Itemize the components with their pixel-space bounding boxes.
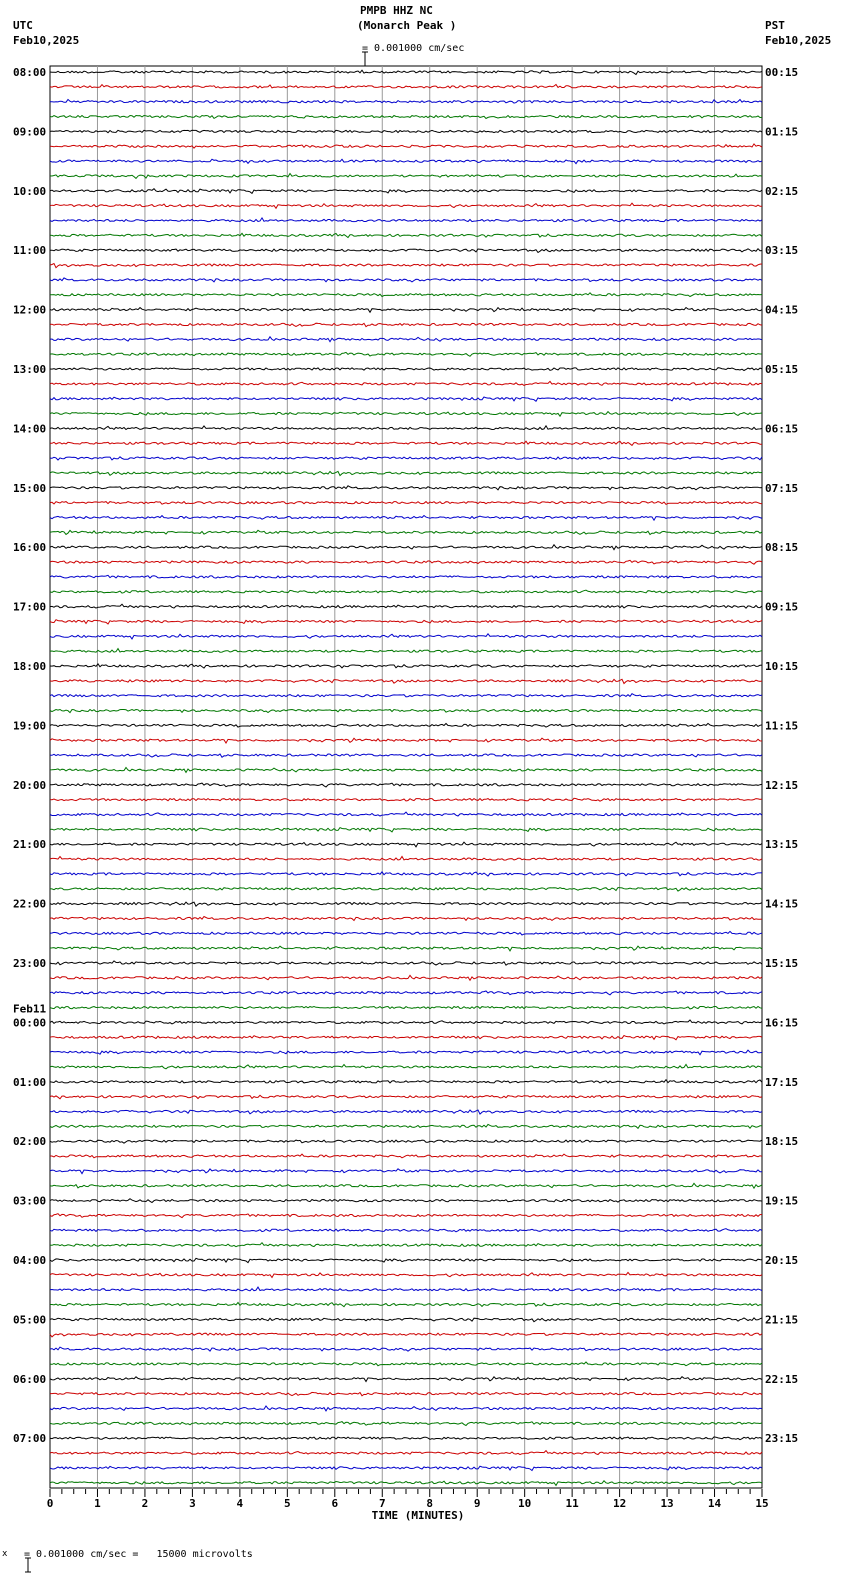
trace-line [50,516,762,521]
footer-marker-icon: x [2,1549,8,1559]
trace-line [50,1333,762,1337]
left-hour-label: 13:00 [13,363,47,376]
right-hour-label: 07:15 [765,481,799,495]
x-tick-label: 1 [94,1497,101,1510]
trace-line [50,1287,762,1291]
trace-line [50,1214,762,1218]
right-hour-label: 19:15 [765,1194,799,1208]
right-hour-label: 14:15 [765,897,799,911]
right-hour-label: 11:15 [765,719,799,733]
right-hour-label: 16:15 [765,1016,799,1030]
trace-line [50,159,762,164]
right-hour-label: 15:15 [765,957,799,970]
trace-line [50,337,762,342]
x-tick-label: 7 [378,1497,386,1510]
trace-line [50,842,762,847]
trace-line [50,1095,762,1099]
right-hour-label: 12:15 [765,778,799,792]
station-location: (Monarch Peak ) [357,19,457,32]
right-hour-label: 06:15 [765,422,799,436]
trace-line [50,441,762,445]
trace-line [50,352,762,356]
trace-line [50,694,762,697]
trace-line [50,783,762,787]
trace-line [50,1318,762,1322]
right-hour-label: 08:15 [765,541,799,555]
x-tick-label: 8 [426,1497,434,1510]
left-hour-label: 09:00 [13,125,47,139]
left-hour-label: 07:00 [13,1432,47,1446]
trace-line [50,1020,762,1024]
trace-line [50,798,762,801]
trace-line [50,70,762,74]
right-hour-label: 21:15 [765,1313,799,1327]
trace-line [50,946,762,951]
right-hour-label: 23:15 [765,1432,799,1446]
trace-line [50,1110,762,1114]
left-hour-label: 06:00 [13,1372,47,1386]
time-axis [47,1489,769,1522]
trace-line [50,1169,762,1174]
footer-scale-bar-icon [11,1544,19,1560]
x-tick-label: 13 [660,1497,674,1510]
footer-scale-legend: = 0.001000 cm/sec = 15000 microvolts [24,1549,253,1560]
trace-line [50,991,762,995]
trace-line [50,1229,762,1232]
right-hour-label: 18:15 [765,1135,799,1149]
trace-line [50,620,762,624]
trace-line [50,1140,762,1143]
trace-line [50,1050,762,1055]
trace-line [50,1466,762,1470]
left-hour-label: 15:00 [13,481,47,495]
trace-line [50,1437,762,1440]
x-tick-label: 0 [46,1497,54,1510]
trace-line [50,1183,762,1188]
trace-line [50,1481,762,1486]
trace-line [50,397,762,401]
left-hour-label: 10:00 [13,184,47,198]
left-hour-label: 20:00 [13,778,47,792]
trace-line [50,723,762,727]
left-hour-label: 23:00 [13,957,47,970]
trace-line [50,857,762,861]
trace-line [50,560,762,564]
trace-line [50,1124,762,1128]
x-tick-label: 15 [755,1497,769,1510]
trace-line [50,590,762,593]
trace-line [50,457,762,460]
right-hour-label: 20:15 [765,1254,799,1267]
trace-line [50,218,762,222]
trace-line [50,278,762,282]
right-hour-label: 09:15 [765,600,799,614]
trace-line [50,1377,762,1382]
x-tick-label: 14 [707,1497,722,1510]
trace-line [50,100,762,104]
trace-line [50,828,762,832]
date-change-label: Feb11 [13,1002,47,1016]
trace-line [50,917,762,921]
trace-line [50,1392,762,1395]
trace-line [50,1272,762,1277]
trace-line [50,872,762,876]
x-tick-label: 4 [236,1497,244,1510]
trace-line [50,1199,762,1203]
left-timezone: UTC [13,19,33,32]
left-hour-label: 11:00 [13,244,47,258]
x-tick-label: 12 [612,1497,627,1510]
trace-line [50,1258,762,1262]
trace-line [50,768,762,773]
trace-line [50,471,762,475]
x-axis-label: TIME (MINUTES) [371,1509,465,1522]
trace-line [50,203,762,208]
trace-line [50,1347,762,1351]
left-hour-label: 12:00 [13,303,47,317]
right-hour-label: 05:15 [765,363,799,376]
right-hour-label: 00:15 [765,66,799,79]
trace-line [50,1243,762,1247]
left-hour-label: 05:00 [13,1313,47,1327]
trace-line [50,902,762,906]
trace-line [50,368,762,371]
x-tick-label: 6 [331,1497,339,1510]
trace-line [50,412,762,417]
seismogram-traces [50,70,762,1485]
right-hour-label: 17:15 [765,1075,799,1089]
trace-line [50,174,762,179]
trace-line [50,931,762,935]
trace-line [50,1080,762,1083]
trace-line [50,812,762,816]
trace-line [50,649,762,653]
left-hour-label: 16:00 [13,541,47,555]
left-hour-label: 02:00 [13,1135,47,1149]
trace-line [50,233,762,237]
trace-line [50,1154,762,1158]
trace-line [50,144,762,148]
left-hour-label: 14:00 [13,422,47,436]
station-title: PMPB HHZ NC [360,4,433,17]
left-hour-label: 22:00 [13,897,47,911]
trace-line [50,754,762,757]
trace-line [50,634,762,639]
right-hour-label: 22:15 [765,1372,799,1386]
right-hour-label: 03:15 [765,244,799,258]
trace-line [50,1036,762,1040]
x-tick-label: 2 [141,1497,149,1510]
trace-line [50,738,762,743]
trace-line [50,545,762,550]
trace-line [50,961,762,965]
x-tick-label: 11 [565,1497,579,1510]
left-hour-label: 19:00 [13,719,47,733]
trace-line [50,575,762,578]
trace-line [50,308,762,313]
trace-line [50,486,762,490]
right-hour-label: 10:15 [765,660,799,673]
right-hour-label: 13:15 [765,838,799,852]
left-hour-label: 00:00 [13,1016,47,1030]
trace-line [50,323,762,326]
left-hour-label: 17:00 [13,600,47,614]
trace-line [50,115,762,118]
trace-line [50,130,762,132]
trace-line [50,1303,762,1307]
x-tick-label: 3 [189,1497,196,1510]
trace-line [50,1406,762,1411]
trace-line [50,604,762,608]
trace-line [50,530,762,534]
trace-line [50,1422,762,1426]
left-hour-label: 04:00 [13,1254,47,1267]
left-hour-label: 08:00 [13,66,47,79]
trace-line [50,293,762,297]
trace-line [50,1064,762,1068]
left-hour-label: 18:00 [13,660,47,673]
left-hour-label: 01:00 [13,1075,47,1089]
x-tick-label: 10 [518,1497,532,1510]
trace-line [50,502,762,505]
left-hour-label: 03:00 [13,1194,47,1208]
scale-legend: = 0.001000 cm/sec [362,43,465,54]
trace-line [50,381,762,385]
trace-line [50,189,762,194]
right-hour-label: 01:15 [765,125,799,139]
trace-line [50,1362,762,1366]
right-timezone: PST [765,19,785,32]
trace-line [50,249,762,253]
x-tick-label: 5 [284,1497,291,1510]
trace-line [50,1007,762,1009]
trace-line [50,975,762,980]
trace-line [50,664,762,668]
left-date: Feb10,2025 [13,34,80,47]
trace-line [50,264,762,268]
x-tick-label: 9 [473,1497,481,1510]
trace-line [50,679,762,683]
right-date: Feb10,2025 [765,34,832,47]
trace-line [50,888,762,892]
trace-line [50,85,762,88]
left-hour-label: 21:00 [13,838,47,852]
trace-line [50,426,762,430]
right-hour-label: 02:15 [765,184,799,198]
right-hour-label: 04:15 [765,303,799,317]
trace-line [50,710,762,713]
trace-line [50,1451,762,1455]
